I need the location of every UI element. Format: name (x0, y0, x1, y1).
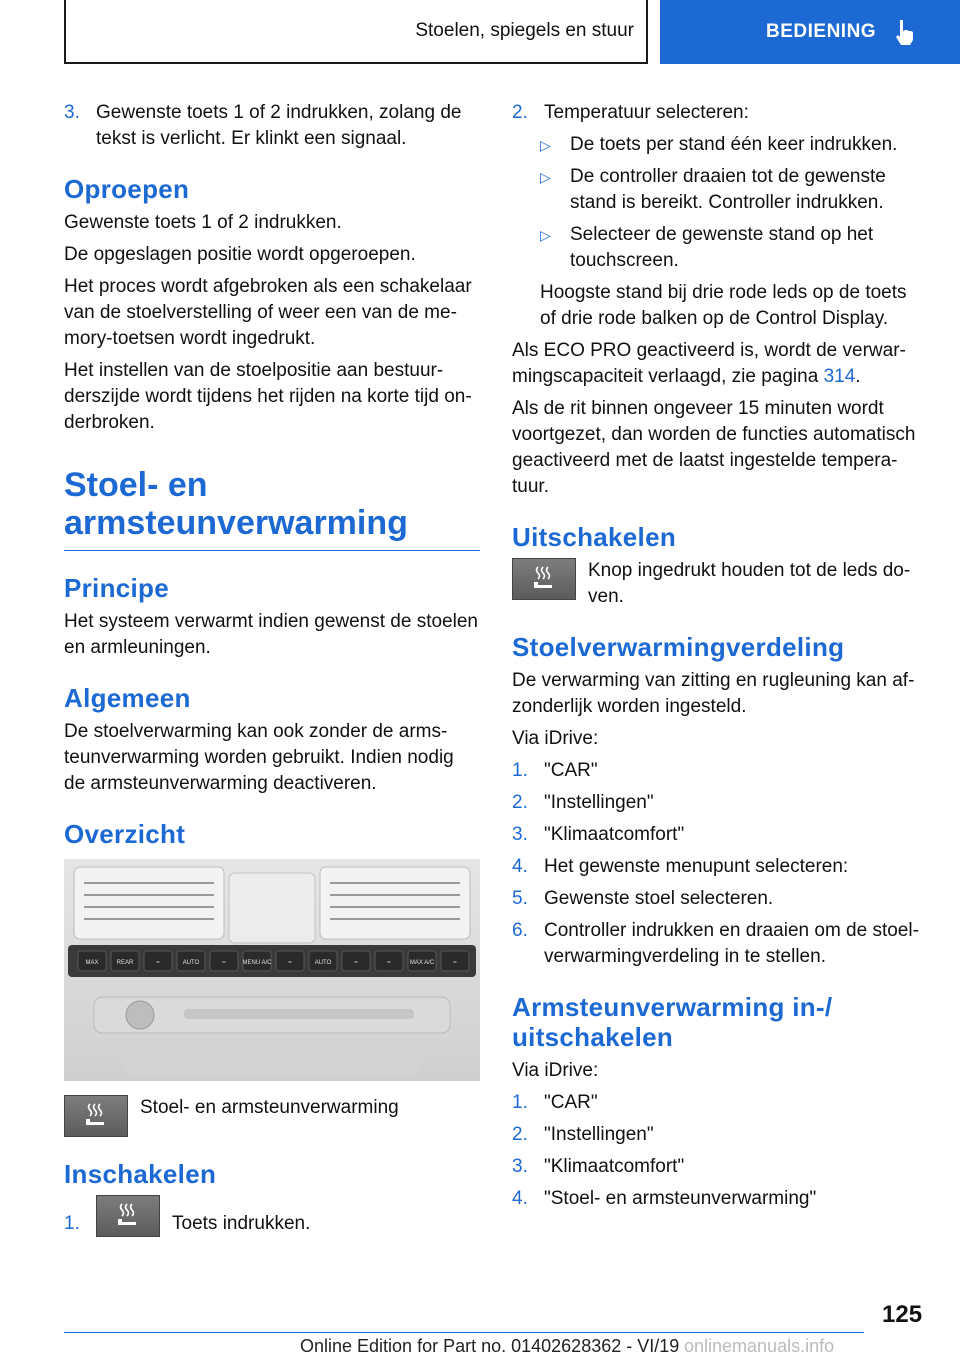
page-number: 125 (882, 1301, 923, 1328)
heading-overzicht: Overzicht (64, 819, 186, 849)
list-item (64, 100, 480, 152)
heading-armsteun: Armsteunverwarming in-/ uitschakelen (512, 992, 833, 1052)
step-text: "Klimaatcomfort" (544, 824, 685, 845)
panel-button-label: MAX A/C (409, 960, 435, 966)
edition-text: Online Edition for Part no. 01402628362 - VI/19 (300, 1336, 680, 1356)
list-item (512, 822, 922, 848)
paragraph: De verwarming van zitting en rugleuning kan afzonderlijk worden ingesteld. (512, 670, 915, 717)
step-number: 4. (512, 1188, 528, 1209)
heading-inschakelen: Inschakelen (64, 1159, 217, 1189)
legend-row (512, 558, 922, 610)
bullet-text: De toets per stand één keer indrukken. (570, 134, 898, 155)
header-section (64, 0, 648, 64)
panel-button-label: MENU A/C (242, 960, 272, 966)
list-item (512, 918, 922, 970)
list-item (512, 1090, 922, 1116)
section-title: Stoelen, spiegels en stuur (415, 20, 634, 41)
eco-text-end: . (855, 366, 861, 387)
panel-button-label: ≈ (354, 960, 358, 966)
step-number: 3. (64, 102, 80, 123)
step-text: "Stoel- en armsteunverwarming" (544, 1188, 817, 1209)
climate-panel-photo (64, 859, 480, 1081)
seat-heating-icon (64, 1095, 128, 1137)
step-text: "CAR" (544, 760, 598, 781)
bullet-text: De controller draaien tot de gewenste stand is bereikt. Controller indrukken. (570, 166, 886, 213)
paragraph: Via iDrive: (512, 728, 599, 749)
bullet-marker: ▷ (540, 137, 551, 153)
step-number: 4. (512, 856, 528, 877)
list-item (512, 790, 922, 816)
heading-algemeen: Algemeen (64, 683, 191, 713)
right-column (512, 100, 922, 1218)
paragraph: Hoogste stand bij drie rode leds op de toets of drie rode balken op de Control Display. (540, 282, 907, 329)
left-column (64, 100, 480, 1243)
step-text: "Klimaatcomfort" (544, 1156, 685, 1177)
panel-button-label: AUTO (314, 960, 332, 966)
heading-oproepen: Oproepen (64, 174, 190, 204)
panel-button-label: REAR (116, 960, 134, 966)
chapter-title: BEDIENING (766, 21, 877, 42)
seat-heating-icon (96, 1195, 160, 1237)
icon-caption: Stoel- en armsteunverwarming (140, 1097, 399, 1118)
panel-button-label: ≈ (156, 960, 160, 966)
paragraph: Als de rit binnen ongeveer 15 minuten wordt voortgezet, dan worden de functies automatisch geactiveerd met de laatst ingestelde temperatuur. (512, 398, 916, 497)
legend-row (64, 1095, 480, 1137)
panel-button-label: AUTO (182, 960, 200, 966)
step-text: "CAR" (544, 1092, 598, 1113)
list-item (512, 1154, 922, 1180)
step-text: Gewenste toets 1 of 2 indrukken, zolang de tekst is verlicht. Er klinkt een signaal. (96, 102, 462, 149)
list-item (512, 100, 922, 126)
step-text: Controller indrukken en draaien om de stoelverwarmingverdeling in te stellen. (544, 920, 919, 967)
bullet-marker: ▷ (540, 169, 551, 185)
chapter-tab[interactable] (660, 0, 960, 64)
step-number: 2. (512, 102, 528, 123)
panel-button-label: ≈ (453, 960, 457, 966)
list-item (512, 1122, 922, 1148)
paragraph: Via iDrive: (512, 1060, 599, 1081)
paragraph: De opgeslagen positie wordt opgeroepen. (64, 244, 416, 265)
paragraph: Het proces wordt afgebroken als een schakelaar van de stoelverstelling of weer een van de memory-toetsen wordt ingedrukt. (64, 276, 472, 349)
step-text: Temperatuur selecteren: (544, 102, 749, 123)
pointing-hand-icon (894, 18, 916, 46)
bullet-text: Selecteer de gewenste stand op het touchscreen. (570, 224, 874, 271)
footer-divider (64, 1332, 864, 1333)
step-number: 1. (512, 760, 528, 781)
step-text: Het gewenste menupunt selecteren: (544, 856, 849, 877)
list-item (512, 1186, 922, 1212)
paragraph: Het systeem verwarmt indien gewenst de stoelen en armleuningen. (64, 611, 478, 658)
step-number: 5. (512, 888, 528, 909)
bullet-item (540, 222, 922, 274)
list-item (512, 854, 922, 880)
step-number: 6. (512, 920, 528, 941)
step-number: 3. (512, 1156, 528, 1177)
list-item (512, 886, 922, 912)
panel-button-label: ≈ (387, 960, 391, 966)
bullet-marker: ▷ (540, 227, 551, 243)
bullet-item (540, 132, 922, 158)
list-item (64, 1195, 480, 1237)
step-number: 1. (512, 1092, 528, 1113)
eco-text: Als ECO PRO geactiveerd is, wordt de verwarmingscapaciteit verlaagd, zie pagina (512, 340, 906, 387)
step-text: Gewenste stoel selecteren. (544, 888, 774, 909)
panel-button-label: ≈ (288, 960, 292, 966)
panel-button-label: ≈ (222, 960, 226, 966)
step-text: "Instellingen" (544, 1124, 654, 1145)
list-item (512, 758, 922, 784)
step-text: Toets indrukken. (172, 1213, 311, 1234)
panel-button-label: MAX (85, 960, 99, 966)
step-number: 2. (512, 1124, 528, 1145)
heading-principe: Principe (64, 573, 169, 603)
step-number: 1. (64, 1213, 80, 1234)
page-link[interactable]: 314 (823, 366, 856, 387)
watermark: onlinemanuals.info (684, 1336, 835, 1356)
seat-heating-icon (512, 558, 576, 600)
paragraph: De stoelverwarming kan ook zonder de armsteunverwarming worden gebruikt. Indien nodig de armsteunverwarming deactiveren. (64, 721, 454, 794)
bullet-item (540, 164, 922, 216)
paragraph: Het instellen van de stoelpositie aan bestuurderszijde wordt tijdens het rijden na korte tijd onderbroken. (64, 360, 472, 433)
step-text: "Instellingen" (544, 792, 654, 813)
paragraph (512, 338, 922, 390)
step-number: 2. (512, 792, 528, 813)
heading-verdeling: Stoelverwarmingverdeling (512, 632, 845, 662)
step-number: 3. (512, 824, 528, 845)
heading-main: Stoel- en armsteunverwarming (64, 466, 480, 551)
paragraph: Gewenste toets 1 of 2 indrukken. (64, 212, 342, 233)
paragraph: Knop ingedrukt houden tot de leds doven. (588, 560, 911, 607)
heading-uitschakelen: Uitschakelen (512, 522, 677, 552)
